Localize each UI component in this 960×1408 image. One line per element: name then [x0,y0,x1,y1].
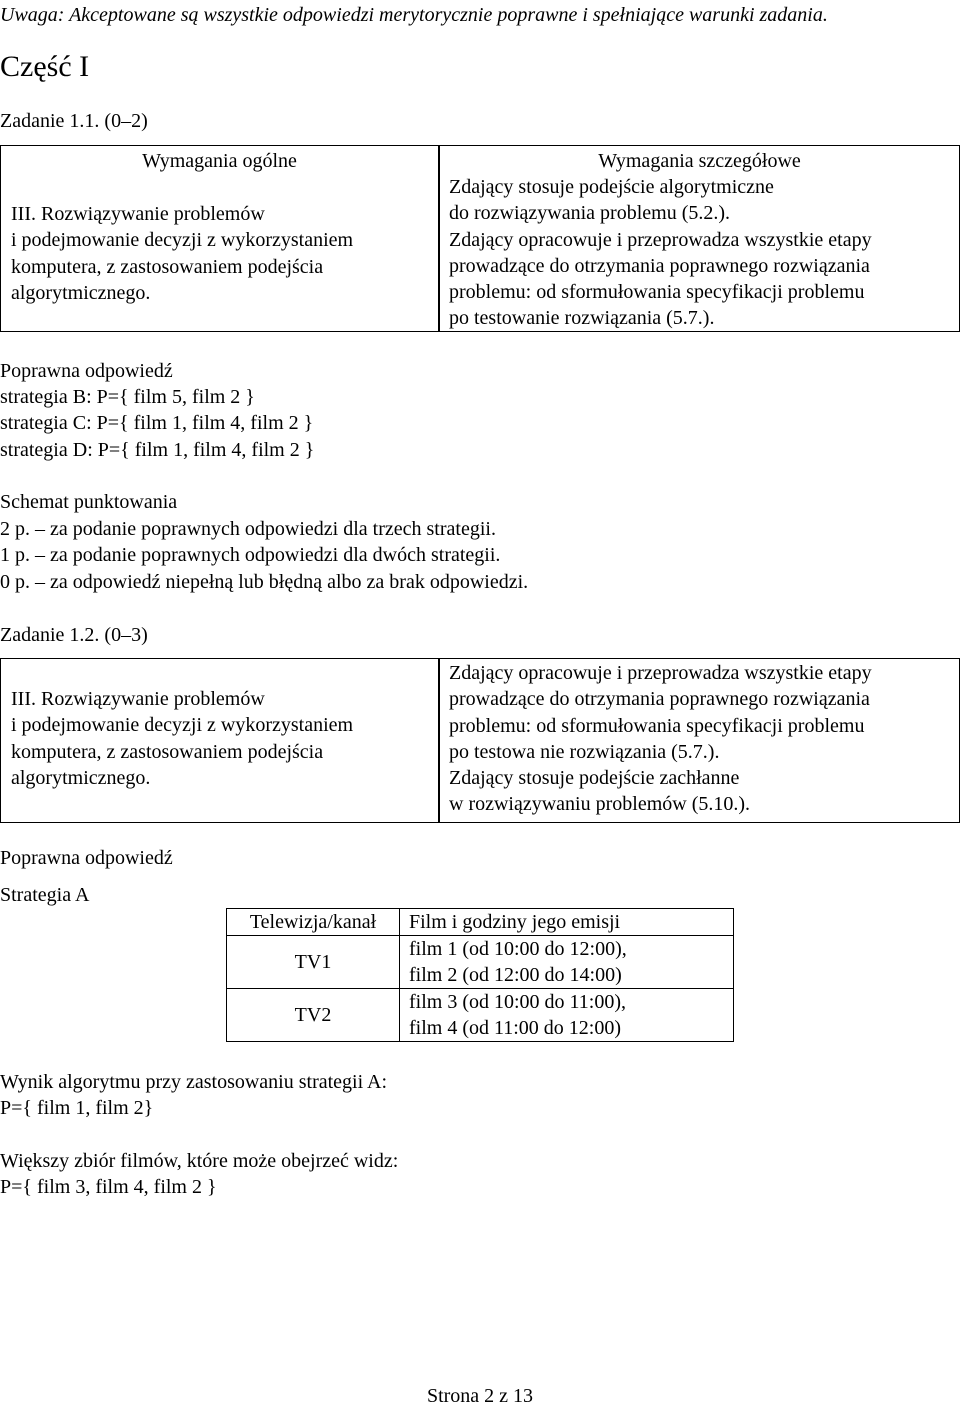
part-title: Część I [0,50,90,83]
text-line: problemu: od sformułowania specyfikacji problemu [449,714,865,737]
film-line: film 2 (od 12:00 do 14:00) [409,964,622,986]
film-line: film 4 (od 11:00 do 12:00) [409,1017,622,1039]
table-header-row [227,909,734,936]
requirements-table-1 [0,145,960,332]
text-line: prowadzące do otrzymania poprawnego rozwiązania [449,254,870,277]
scoring-line: 2 p. – za podanie poprawnych odpowiedzi dla trzech strategii. [0,518,496,540]
result-label: Wynik algorytmu przy zastosowaniu strategii A: [0,1071,388,1093]
text-line: po testowa nie rozwiązania (5.7.). [449,740,720,763]
text-line: i podejmowanie decyzji z wykorzystaniem [11,229,354,252]
channel-cell: TV2 [227,989,400,1042]
page-number: Strona 2 z 13 [426,1385,534,1407]
text-line: problemu: od sformułowania specyfikacji problemu [449,281,865,304]
film-line: film 1 (od 10:00 do 12:00), [409,938,627,960]
answer-line: strategia B: P={ film 5, film 2 } [0,386,255,408]
text-line: III. Rozwiązywanie problemów [11,203,265,225]
task-1-2-title: Zadanie 1.2. (0–3) [0,624,148,646]
task-1-1-title: Zadanie 1.1. (0–2) [0,110,148,132]
answer-line: strategia D: P={ film 1, film 4, film 2 } [0,438,315,461]
acceptance-note: Uwaga: Akceptowane są wszystkie odpowiedzi merytorycznie poprawne i spełniające warunki zadania. [0,4,828,26]
correct-answer-list-1 [0,384,314,463]
algorithm-result [0,1069,387,1122]
films-cell [400,936,734,989]
bigger-set [0,1148,398,1201]
channel-cell: TV1 [227,936,400,989]
bigger-set-value: P={ film 3, film 4, film 2 } [0,1176,217,1199]
table-row [227,989,734,1042]
text-line: Zdający opracowuje i przeprowadza wszystkie etapy [449,662,872,684]
film-line: film 3 (od 10:00 do 11:00), [409,991,627,1013]
text-line: do rozwiązywania problemu (5.2.). [449,202,731,225]
text-line: w rozwiązywaniu problemów (5.10.). [449,793,751,816]
text-line: Zdający opracowuje i przeprowadza wszystkie etapy [449,228,872,251]
scoring-line: 1 p. – za podanie poprawnych odpowiedzi dla dwóch strategii. [0,544,501,567]
correct-answer-label-1: Poprawna odpowiedź [0,360,173,382]
films-cell [400,989,734,1042]
text-line: komputera, z zastosowaniem podejścia [11,740,324,763]
bigger-set-label: Większy zbiór filmów, które może obejrzeć widz: [0,1150,399,1172]
table-header-channel: Telewizja/kanał [227,909,400,936]
text-line: komputera, z zastosowaniem podejścia [11,255,324,278]
detailed-requirements-text [449,174,872,332]
text-line: prowadzące do otrzymania poprawnego rozwiązania [449,688,870,711]
table-row [227,936,734,989]
correct-answer-label-2: Poprawna odpowiedź [0,847,173,869]
text-line: po testowanie rozwiązania (5.7.). [449,307,715,330]
text-line: i podejmowanie decyzji z wykorzystaniem [11,714,354,737]
answer-line: strategia C: P={ film 1, film 4, film 2 } [0,412,314,435]
table-divider [438,659,440,822]
general-requirements-header: Wymagania ogólne [142,150,297,172]
table-header-films: Film i godziny jego emisji [400,909,734,936]
text-line: algorytmicznego. [11,766,151,789]
general-requirements-text [11,201,353,306]
scoring-scheme-list [0,516,528,595]
scoring-scheme-label: Schemat punktowania [0,491,178,513]
general-requirements-text-2 [11,686,353,791]
tv-schedule-table [226,908,734,1042]
result-value: P={ film 1, film 2} [0,1097,154,1120]
detailed-requirements-header: Wymagania szczegółowe [598,150,801,172]
requirements-table-2 [0,658,960,823]
text-line: Zdający stosuje podejście zachłanne [449,767,740,790]
strategy-a-label: Strategia A [0,884,90,906]
detailed-requirements-text-2 [449,660,872,818]
text-line: algorytmicznego. [11,281,151,304]
text-line: Zdający stosuje podejście algorytmiczne [449,176,774,198]
text-line: III. Rozwiązywanie problemów [11,688,265,710]
scoring-line: 0 p. – za odpowiedź niepełną lub błędną albo za brak odpowiedzi. [0,570,529,593]
